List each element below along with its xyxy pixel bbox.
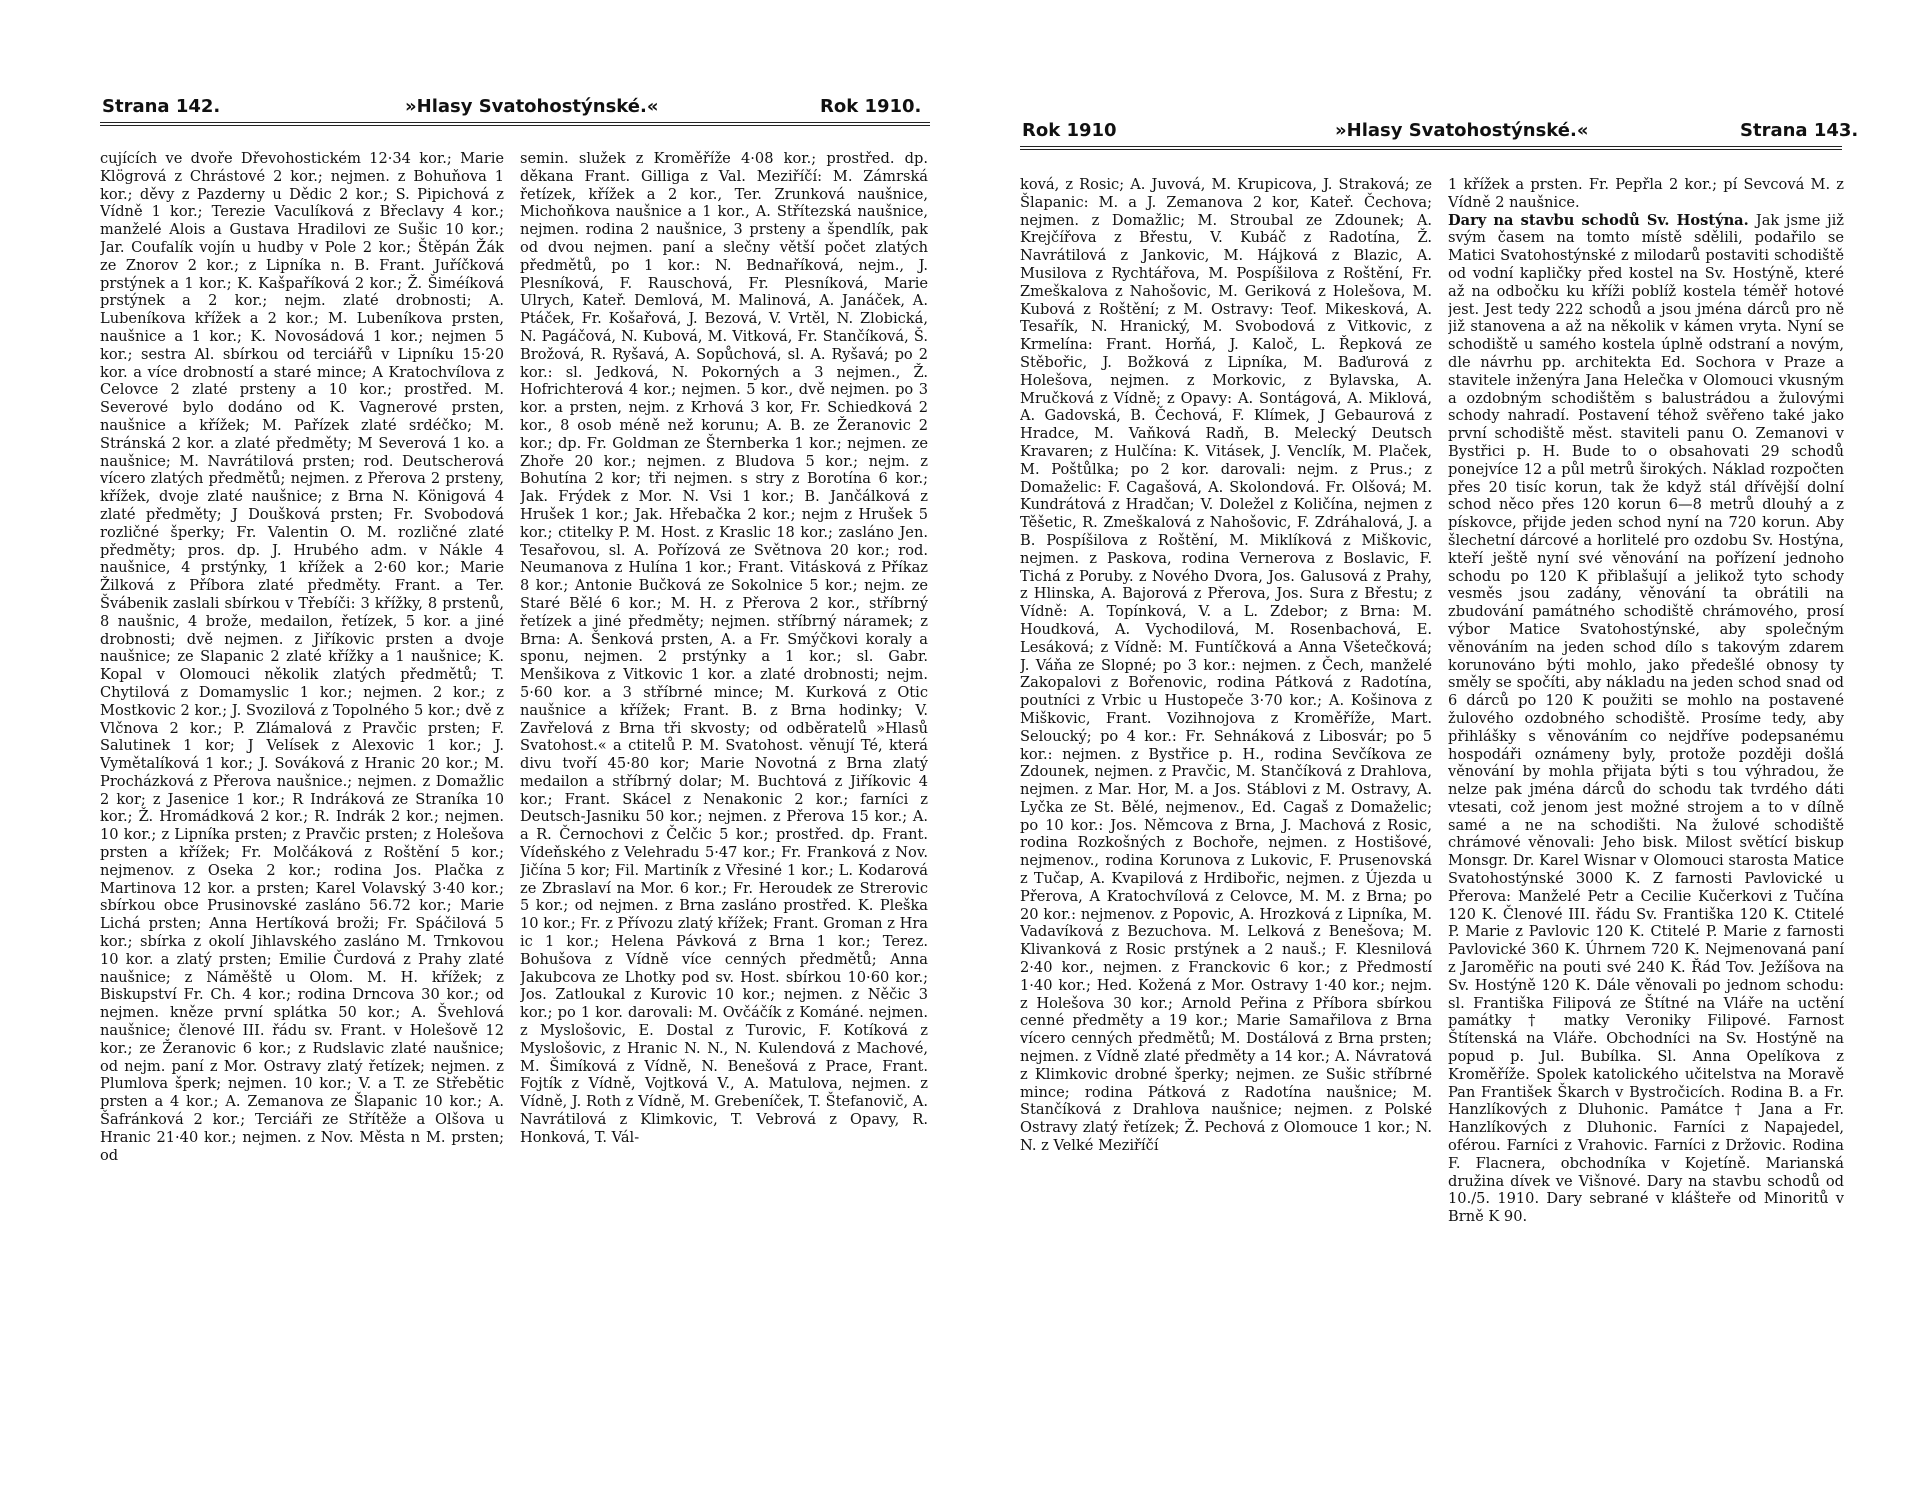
article	[1448, 212, 1844, 1226]
year-label: Rok 1910.	[820, 96, 922, 117]
header-rule	[1020, 146, 1842, 150]
left-column-2	[520, 150, 928, 1480]
right-column-1	[1020, 176, 1432, 1486]
right-page	[970, 0, 1908, 1501]
article-heading: Dary na stavbu schodů Sv. Hostýna.	[1448, 211, 1756, 229]
column-text: cujících ve dvoře Dřevohostickém 12·34 kor.; Marie Klögrová z Chrástové 2 kor.; nejmen. z Bohuňova 1 kor.; děvy z Pazderny u Dědic 2 kor.; S. Pipichová z Vídně 1 kor.; Terezie Vaculíková z Břeclavy 4 kor.; manželé Alois a Gustava Hradilovi ze Sušic 10 kor.; Jar. Coufalík vojín u hudby v Pole 2 kor.; Štěpán Žák ze Znorov 2 kor.; z Lipníka n. B. Frant. Juříčková prstýnek a 1 kor.; K. Kašpaříková 2 kor.; Ž. Šiméíková prstýnek a 2 kor.; nejm. zlaté drobnosti; A. Lubeníkova křížek a 2 kor.; M. Lubeníkova prsten, naušnice a 1 kor.; K. Novosádová 1 kor.; nejmen 5 kor.; sestra Al. sbírkou od terciářů v Lipníku 15·20 kor. a více drobností a staré mince; A Kratochvílova z Celovce 2 zlaté prsteny a 10 kor.; prostřed. M. Severové bylo dodáno od K. Vagnerové prsten, naušnice a křížek; M. Pařízek zlaté srdéčko; M. Stránská 2 kor. a zlaté předměty; M Severová 1 ko. a naušnice; M. Navrátilová prsten; rod. Deutscherová vícero zlatých předmětů; nejmen. z Přerova 2 prsteny, křížek, dvoje zlaté naušnice; z Brna N. Königová 4 zlaté předměty; J Doušková prsten; Fr. Svobodová rozličné šperky; Fr. Valentin O. M. rozličné zlaté předměty; pros. dp. J. Hrubého adm. v Nákle 4 naušnice, 4 prstýnky, 1 křížek a 2·60 kor.; Marie Žilková z Příbora zlaté předměty. Frant. a Ter. Švábenik zaslali sbírkou v Třebíči: 3 křížky, 8 prstenů, 8 naušnic, 4 brože, medailon, řetízek, 5 kor. a jiné drobnosti; dvě nejmen. z Jiříkovic prsten a dvoje naušnice; ze Slapanic 2 zlaté křížky a 1 naušnice; K. Kopal v Olomouci několik zlatých předmětů; T. Chytilová z Domamyslic 1 kor.; nejmen. 2 kor.; z Mostkovic 2 kor.; J. Svozilová z Topolného 5 kor.; dvě z Vlčnova 2 kor.; P. Zlámalová z Pravčic prsten; F. Salutinek 1 kor; J Velísek z Alexovic 1 kor.; J. Vymětalíková 1 kor.; J. Sováková z Hranic 20 kor.; M. Procházková z Přerova naušnice.; nejmen. z Domažlic 2 kor; z Jasenice 1 kor.; R Indráková ze Straníka 10 kor.; Ž. Hromádková 2 kor.; R. Indrák 2 kor.; nejmen. 10 kor.; z Lipníka prsten; z Pravčic prsten; z Holešova prsten a křížek; Fr. Molčáková z Roštění 5 kor.; nejmenov. z Oseka 2 kor.; rodina Jos. Plačka z Martinova 12 kor. a prsten; Karel Volavský 3·40 kor.; sbírkou obce Prusinovské zasláno 56.72 kor.; Marie Lichá prsten; Anna Hertíková broži; Fr. Spáčilová 5 kor.; sbírka z okolí Jihlavského zasláno M. Trnkovou 10 kor. a zlatý prsten; Emilie Čurdová z Prahy zlaté naušnice; z Náměště u Olom. M. H. křížek; z Biskupství Fr. Ch. 4 kor.; rodina Drncova 30 kor.; od nejmen. kněze první splátka 50 kor.; A. Švehlová naušnice; členové III. řádu sv. Frant. v Holešově 12 kor.; ze Žeranovic 6 kor.; z Rudslavic zlaté naušnice; od nejm. paní z Mor. Ostravy zlatý řetízek; nejmen. z Plumlova šperk; nejmen. 10 kor.; V. a T. ze Střebětic prsten a 4 kor.; A. Zemanova ze Šlapanic 10 kor.; A. Šafránková 2 kor.; Terciáři ze Střítěže a Olšova u Hranic 21·40 kor.; nejmen. z Nov. Města n M. prsten; od	[100, 150, 504, 1164]
year-label: Rok 1910	[1022, 120, 1117, 141]
header-rule	[100, 122, 930, 126]
article-body: Jak jsme již svým časem na tomto místě sdělili, podařilo se Matici Svatohostýnské z milodarů postaviti schodiště od vodní kapličky před kostel na Sv. Hostýně, které až na odbočku ku kříži poblíž kostela téměř hotové jest. Jest tedy 222 schodů a jsou jména dárců pro ně již stanovena a až na několik v kámen vryta. Nyní se schodiště u samého kostela úplně odstraní a novým, dle návrhu pp. architekta Ed. Sochora v Praze a stavitele inženýra Jana Helečka v Olomouci vkusným a ozdobným schodištěm s balustrádou a žulovými schody nahradí. Postavení téhož svěřeno také jako první schodiště měst. staviteli panu O. Zemanovi v Bystřici p. H. Bude to o obsahovati 29 schodů ponejvíce 12 a půl metrů širokých. Náklad rozpočten přes 20 tisíc korun, tak že když stál dřívější dolní schod něco přes 120 korun 6—8 metrů dlouhý a z pískovce, přijde jeden schod nyní na 720 korun. Aby šlechetní dárcové a horlitelé pro ozdobu Sv. Hostýna, kteří ještě nyní své věnování na pořízení jednoho schodu po 120 K přiblašují a jelikož tyto schody vesměs jsou zadány, věnování ta obrátili na zbudování památného schodiště chrámového, prosí výbor Matice Svatohostýnské, aby společným věnováním na jeden schod dílo s takovým zdarem korunováno býti mohlo, jako předešlé obnosy ty směly se spočíti, aby nákladu na jeden schod snad od 6 dárců po 120 K použiti se mohlo na postavené žulového ozdobného schodiště. Prosíme tedy, aby přihlášky s věnováním co nejdříve podepsanému hospodáři oznámeny byly, protože později došlá věnování by mohla přijata býti s tou výhradou, že nelze pak jména dárců do schodu tak tvrdého dáti vtesati, což jenom jest možné strojem a to v dílně samé a ne na schodišti. Na žulové schodiště chrámové věnovali: Jeho bisk. Milost světící biskup Monsgr. Dr. Karel Wisnar v Olomouci starosta Matice Svatohostýnské 3000 K. Z farnosti Pavlovické u Přerova: Manželé Petr a Cecilie Kučerkovi z Tučína 120 K. Členové III. řádu Sv. Františka 120 K. Ctitelé P. Marie z Pavlovic 120 K. Ctitelé P. Marie z farnosti Pavlovické 360 K. Úhrnem 720 K. Nejmenovaná paní z Jaroměřic na pouti své 240 K. Řád Tov. Ježíšova na Sv. Hostýně 120 K. Dále věnovali po jednom schodu: sl. Františka Filipová ze Štítné na Vláře na uctění památky † matky Veroniky Filipové. Farnost Štítenská na Vláře. Obchodníci na Sv. Hostýně na popud p. Jul. Bubílka. Sl. Anna Opelíkova z Kroměříže. Spolek katolického učitelstva na Moravě Pan František Škarch v Bystročicích. Rodina B. a Fr. Hanzlíkových z Dluhonic. Památce † Jana a Fr. Hanzlíkových z Dluhonic. Farníci z Napajedel, oférou. Farníci z Vrahovic. Farníci z Držovic. Rodina F. Flacnera, obchodníka v Kojetíně. Marianská družina dívek ve Višnové. Dary na stavbu schodů od 10./5. 1910. Dary sebrané v klášteře od Minoritů v Brně K 90.	[1448, 211, 1844, 1226]
page-number-143: Strana 143.	[1740, 120, 1859, 141]
column-text: ková, z Rosic; A. Juvová, M. Krupicova, J. Straková; ze Šlapanic: M. a J. Zemanova 2 kor, Kateř. Čechova; nejmen. z Domažlic; M. Stroubal ze Zdounek; A. Krejčířova z Břestu, V. Kubáč z Radotína, Ž. Navrátilová z Jankovic, M. Hájková z Blazic, A. Musilova z Rychtářova, M. Pospíšilova z Roštění, Fr. Zmeškalova z Nahošovic, M. Geriková z Holešova, M. Kubová z Roštění; z M. Ostravy: Teof. Mikesková, A. Tesařík, N. Hranický, M. Svobodová z Vitkovic, z Krmelína: Frant. Horňá, J. Kaloč, L. Řepková ze Stěbořic, J. Božková z Lipníka, M. Baďurová z Holešova, nejmen. z Morkovic, z Bylavska, A. Mručková z Vídně; z Opavy: A. Sontágová, A. Miklová, A. Gadovská, B. Čechová, F. Klímek, J Gebaurová z Hradce, M. Vaňková Radň, B. Melecký Deutsch Kravaren; z Hulčína: K. Vitásek, J. Venclík, M. Plaček, M. Poštůlka; po 2 kor. darovali: nejm. z Prus.; z Domaželic: F. Cagašová, A. Skolondová. Fr. Olšová; M. Kundrátová z Hradčan; V. Doležel z Količína, nejmen z Těšetic, R. Zmeškalová z Nahošovic, F. Zdráhalová, J. a B. Pospíšilova z Roštění, M. Miklíková z Miškovic, nejmen. z Paskova, rodina Vernerova z Boslavic, F. Tichá z Poruby. z Nového Dvora, Jos. Galusová z Prahy, z Hlinska, A. Bajorová z Přerova, Jos. Sura z Břestu; z Vídně: A. Topínková, V. a L. Zdebor; z Brna: M. Houdková, A. Vychodilová, M. Rosenbachová, E. Lesáková; z Vídně: M. Funtíčková a Anna Všetečková; J. Váňa ze Slopné; po 3 kor.: nejmen. z Čech, manželé Zakopalovi z Bořenovic, rodina Pátková z Radotína, poutníci z Vrbic u Hustopeče 3·70 kor.; A. Košinova z Miškovic, Frant. Vozihnojova z Kroměříže, Mart. Seloucký; po 4 kor.: Fr. Sehnáková z Libosvár; po 5 kor.: nejmen. z Bystřice p. H., rodina Sevčíkova ze Zdounek, nejmen. z Pravčic, M. Stančíková z Drahlova, nejmen. z Mar. Hor, M. a Jos. Stáblovi z M. Ostravy, A. Lyčka ze St. Bělé, nejmenov., Ed. Cagaš z Domaželic; po 10 kor.: Jos. Němcova z Brna, J. Machová z Rosic, rodina Rozkošných z Bochoře, nejmen. z Hostišové, nejmenov., rodina Korunova z Lukovic, F. Prusenovská z Tučap, A. Kvapilová z Hrdibořic, nejmen. z Újezda u Přerova, A Kratochvílová z Celovce, M. M. z Brna; po 20 kor.: nejmenov. z Popovic, A. Hrozková z Lipníka, M. Vadavíková z Bezuchova. M. Lelková z Benešova; M. Klivanková z Rosic prstýnek a 2 nauš.; F. Klesnilová 2·40 kor., nejmen. z Franckovic 6 kor.; z Předmostí 1·40 kor.; Hed. Kožená z Mor. Ostravy 1·40 kor.; nejm. z Holešova 30 kor.; Arnold Peřina z Příbora sbírkou cenné předměty a 19 kor.; Marie Samařilova z Brna vícero cenných předmětů; M. Dostálová z Brna prsten; nejmen. z Vídně zlaté předměty a 14 kor.; A. Návratová z Klimkovic drobné šperky; nejmen. ze Sušic stříbrné mince; rodina Pátková z Radotína naušnice; M. Stančíková z Drahlova naušnice; nejmen. z Polské Ostravy zlatý řetízek; Ž. Pechová z Olomouce 1 kor.; N. N. z Velké Meziříčí	[1020, 176, 1432, 1155]
left-page	[0, 0, 948, 1501]
right-page-header	[970, 120, 1908, 148]
running-title: »Hlasy Svatohostýnské.«	[405, 96, 659, 117]
page-number-142: Strana 142.	[102, 96, 221, 117]
column-text: semin. služek z Kroměříže 4·08 kor.; prostřed. dp. děkana Frant. Gilliga z Val. Meziříčí: M. Zámrská řetízek, křížek a 2 kor., Ter. Zrunková naušnice, Michoňkova naušnice a 1 kor., A. Střítezská naušnice, nejmen. rodina 2 naušnice, 3 prsteny a špendlík, pak od dvou nejmen. paní a slečny větší počet zlatých předmětů, po 1 kor.: N. Bednaříková, nejm., J. Plesníková, F. Rauschová, Fr. Plesníková, Marie Ulrych, Kateř. Demlová, M. Malinová, A. Janáček, A. Ptáček, Fr. Košařová, J. Bezová, V. Vrtěl, N. Zlobická, N. Pagáčová, N. Kubová, M. Vitková, Fr. Stančíková, Š. Brožová, R. Ryšavá, A. Sopůchová, sl. A. Ryšavá; po 2 kor.: sl. Jedková, N. Pokorných a 3 nejmen., Ž. Hofrichterová 4 kor.; nejmen. 5 kor., dvě nejmen. po 3 kor. a prsten, nejm. z Krhová 3 kor, Fr. Schiedková 2 kor., 8 osob méně než korunu; A. B. ze Žeranovic 2 kor.; dp. Fr. Goldman ze Šternberka 1 kor.; nejmen. ze Zhoře 20 kor.; nejmen. z Bludova 5 kor.; nejm. z Bohutína 2 kor; tři nejmen. s stry z Borotína 6 kor.; Jak. Frýdek z Mor. N. Vsi 1 kor.; B. Jančálková z Hrušek 1 kor.; Jak. Hřebačka 2 kor.; nejm z Hrušek 5 kor.; ctitelky P. M. Host. z Kraslic 18 kor.; zasláno Jen. Tesařovou, sl. A. Pořízová ze Světnova 20 kor.; rod. Neumanova z Hulína 1 kor.; Frant. Vitásková z Příkaz 8 kor.; Antonie Bučková ze Sokolnice 5 kor.; nejm. ze Staré Bělé 6 kor.; M. H. z Přerova 2 kor., stříbrný řetízek a jiné předměty; nejmen. stříbrný náramek; z Brna: A. Šenková prsten, A. a Fr. Smýčkovi koraly a sponu, nejmen. 2 prstýnky a 1 kor.; sl. Gabr. Menšikova z Vitkovic 1 kor. a zlaté drobnosti; nejm. 5·60 kor. a 3 stříbrné mince; M. Kurková z Otic naušnice a křížek; Frant. B. z Brna hodinky; V. Zavřelová z Brna tři skvosty; od odběratelů »Hlasů Svatohost.« a ctitelů P. M. Svatohost. věnují Té, která divu tvoří 45·80 kor; Marie Novotná z Brna zlatý medailon a stříbrný dolar; M. Buchtová z Jiříkovic 4 kor.; Frant. Skácel z Nenakonic 2 kor.; farníci z Deutsch-Jasniku 50 kor.; nejmen. z Přerova 15 kor.; A. a R. Černochovi z Čelčic 5 kor.; prostřed. dp. Frant. Vídeňského z Velehradu 5·47 kor.; Fr. Franková z Nov. Jičína 5 kor; Fil. Martiník z Vřesiné 1 kor.; L. Kodarová ze Zbraslaví na Mor. 6 kor.; Fr. Heroudek ze Strerovic 5 kor.; od nejmen. z Brna zasláno prostřed. K. Pleška 10 kor.; Fr. z Přívozu zlatý křížek; Frant. Groman z Hra ic 1 kor.; Helena Pávková z Brna 1 kor.; Terez. Bohušova z Vídně více cenných předmětů; Anna Jakubcova ze Lhotky pod sv. Host. sbírkou 10·60 kor.; Jos. Zatloukal z Kurovic 10 kor.; nejmen. z Něčic 3 kor.; po 1 kor. darovali: M. Ovčáčík z Kománé. nejmen. z Myslošovic, E. Dostal z Turovic, F. Kotíková z Myslošovic, z Hranic N. N., N. Kulendová z Machové, M. Šimíková z Vídně, N. Benešová z Prace, Frant. Fojtík z Vídně, Vojtková V., A. Matulova, nejmen. z Vídně, J. Roth z Vídně, M. Grebeníček, T. Štefanovič, A. Navrátilová z Klimkovic, T. Vebrová z Opavy, R. Honková, T. Vál-	[520, 150, 928, 1146]
column-text: 1 křížek a prsten. Fr. Pepřla 2 kor.; pí Sevcová M. z Vídně 2 naušnice.	[1448, 176, 1844, 211]
right-column-2	[1448, 176, 1844, 1486]
left-column-1	[100, 150, 504, 1480]
running-title: »Hlasy Svatohostýnské.«	[1335, 120, 1589, 141]
left-page-header	[0, 96, 948, 124]
